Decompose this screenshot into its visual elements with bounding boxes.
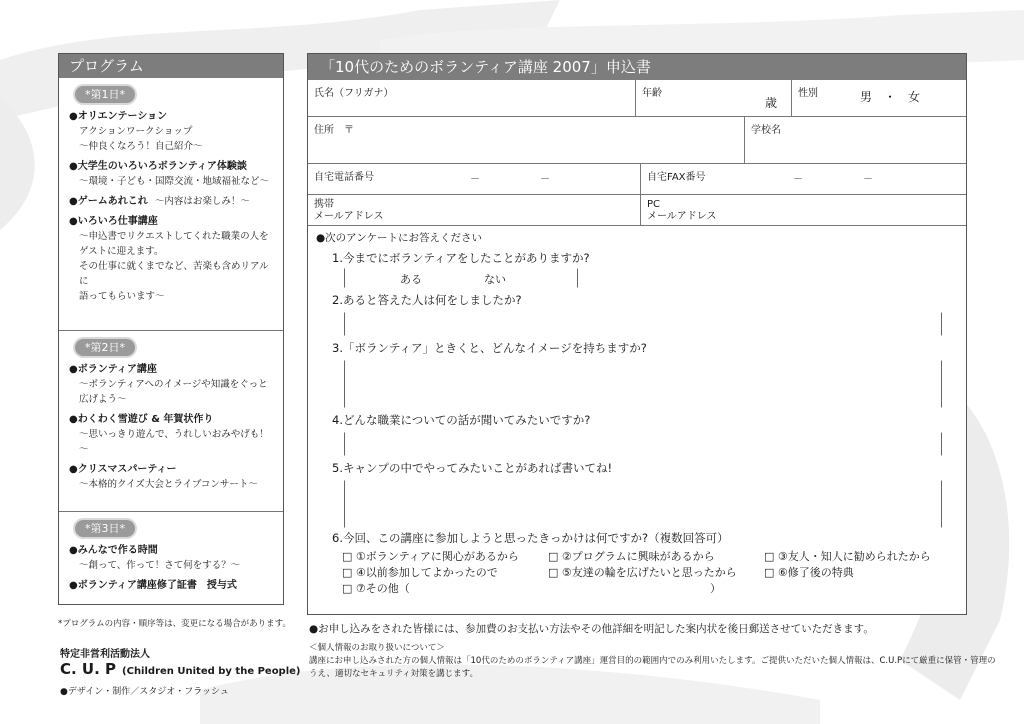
design-credit: ●デザイン・制作／スタジオ・フラッシュ [60,687,229,697]
application-form [307,53,967,615]
address-label: 住所 〒 [314,125,354,136]
program-panel [58,53,284,605]
option-checkbox[interactable]: □ ⑥修了後の特典 [764,566,854,579]
answer-box-5[interactable] [344,480,942,528]
name-label: 氏名（フリガナ） [314,88,394,99]
answer-no[interactable]: ない [484,273,506,286]
school-label: 学校名 [751,125,781,136]
form-row-phone [308,164,966,195]
day-2-badge: *第2日* [75,339,135,356]
option-checkbox[interactable]: □ ⑤友達の輪を広げたいと思ったから [548,566,737,579]
question-1: 1.今までにボランティアをしたことがありますか? [332,251,590,265]
org-name-text: C. U. P [60,660,117,678]
program-item-desc: ～申込書でリクエストしてくれた職業の人を ゲストに迎えます。 その仕事に就くまでなど、苦楽も含めリアルに 語ってもらいます～ [79,231,269,302]
program-item-title: ●ボランティア講座修了証書 授与式 [69,580,237,591]
org-type: 特定非営利活動法人 [60,649,150,660]
other-close-paren: ） [710,582,721,595]
org-full-name: (Children United by the People) [122,666,301,677]
home-fax-label: 自宅FAX番号 [647,172,706,183]
pc-label: PC [647,199,661,210]
privacy-title: ＜個人情報のお取り扱いについて＞ [309,643,445,653]
program-item-title: ●わくわく雪遊び & 年賀状作り [69,414,214,425]
program-header: プログラム [59,54,283,78]
privacy-body: 講座にお申し込みされた方の個人情報は「10代のためのボランティア講座」運営目的の範囲内でのみ利用いたします。ご提供いただいた個人情報は、C.U.Pにて厳重に保管・管理のうえ、適切なセキュリティ対策を講じます。 [309,656,996,679]
question-2: 2.あると答えた人は何をしましたか? [332,293,522,307]
sex-options[interactable]: 男 ・ 女 [860,90,921,104]
notice-text: ●お申し込みをされた皆様には、参加費のお支払い方法やその他詳細を明記した案内状を後日郵送させていただきます。 [309,623,874,635]
program-item-desc: ～ボランティアへのイメージや知識をぐっと 広げよう～ [79,379,268,405]
program-item [69,578,275,593]
form-row-email [308,195,966,226]
program-item-title: ●みんなで作る時間 [69,545,158,556]
answer-box-1[interactable] [344,268,578,288]
school-field[interactable] [744,117,966,163]
question-6: 6.今回、この講座に参加しようと思ったきっかけは何ですか?（複数回答可） [332,531,729,545]
age-field[interactable] [635,80,791,116]
mobile-email-field[interactable] [308,195,640,225]
day-3-section [59,511,283,604]
answer-box-3[interactable] [344,360,942,408]
sex-label: 性別 [798,88,818,99]
option-checkbox[interactable]: □ ④以前参加してよかったので [342,566,498,579]
fax-dash: － [793,174,803,185]
age-unit: 歳 [764,96,777,110]
option-checkbox-other[interactable]: □ ⑦その他（ [342,582,410,595]
program-item-title: ●大学生のいろいろボランティア体験談 [69,161,247,172]
name-field[interactable] [308,80,635,116]
program-item-desc: ～創って、作って！さて何をする？～ [79,560,241,571]
sex-field[interactable] [791,80,966,116]
day-2-section [59,330,283,511]
program-item-title: ●ボランティア講座 [69,364,157,375]
address-field[interactable] [308,117,744,163]
pc-email-label: メールアドレス [647,211,717,222]
fax-dash: － [863,174,873,185]
program-item-desc: ～思いっきり遊んで、うれしいおみやげも！～ [79,429,269,455]
answer-box-2[interactable] [344,312,942,336]
program-item [69,412,275,457]
home-phone-label: 自宅電話番号 [314,172,374,183]
survey-intro: ●次のアンケートにお答えください [316,232,483,244]
option-checkbox[interactable]: □ ②プログラムに興味があるから [548,550,715,563]
program-item [69,362,275,407]
form-title: 「10代のためのボランティア講座 2007」申込書 [308,54,966,80]
home-phone-field[interactable] [308,164,640,194]
program-item-title: ●オリエンテーション [69,111,168,122]
program-item [69,543,275,573]
answer-box-4[interactable] [344,432,942,456]
day-1-section [59,78,283,330]
question-5: 5.キャンプの中でやってみたいことがあれば書いてね! [332,461,613,475]
program-note: *プログラムの内容・順序等は、変更になる場合があります。 [58,619,291,629]
org-name [60,660,301,678]
mobile-label: 携帯 [314,199,334,210]
program-item-title: ●クリスマスパーティー [69,464,177,475]
answer-yes[interactable]: ある [400,273,422,286]
form-row-address [308,117,966,164]
program-item [69,194,275,209]
age-label: 年齢 [642,88,662,99]
program-item-desc: ～内容はお楽しみ！～ [154,196,250,207]
day-3-badge: *第3日* [75,520,135,537]
home-fax-field[interactable] [640,164,966,194]
pc-email-field[interactable] [640,195,966,225]
survey-section [308,226,966,598]
mobile-email-label: メールアドレス [314,211,384,222]
day-1-badge: *第1日* [75,86,135,103]
program-item [69,109,275,154]
program-item-desc: ～環境・子ども・国際交流・地域福祉など～ [79,176,270,187]
question-4: 4.どんな職業についての話が聞いてみたいですか? [332,413,591,427]
phone-dash: － [540,174,550,185]
program-item [69,214,275,304]
program-item [69,159,275,189]
option-checkbox[interactable]: □ ③友人・知人に勧められたから [764,550,931,563]
form-row-name [308,80,966,117]
program-item [69,462,275,492]
question-3: 3.「ボランティア」ときくと、どんなイメージを持ちますか? [332,341,647,355]
program-item-desc: アクションワークショップ ～仲良くなろう！自己紹介～ [79,126,203,152]
phone-dash: － [470,174,480,185]
program-item-desc: ～本格的クイズ大会とライブコンサート～ [79,479,258,490]
program-item-title: ●ゲームあれこれ [69,196,148,207]
program-item-title: ●いろいろ仕事講座 [69,216,158,227]
option-checkbox[interactable]: □ ①ボランティアに関心があるから [342,550,519,563]
